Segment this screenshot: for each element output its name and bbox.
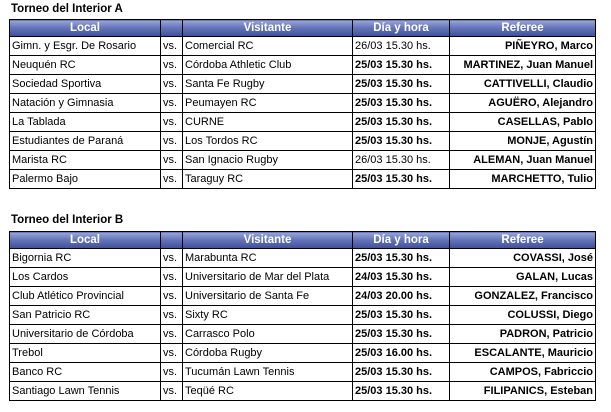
date-time-cell: 25/03 15.30 hs. bbox=[353, 132, 450, 151]
column-header-vs bbox=[161, 232, 183, 249]
vs-cell: vs. bbox=[161, 249, 183, 268]
date-time-cell: 25/03 15.30 hs. bbox=[353, 75, 450, 94]
local-team-cell: Bigornia RC bbox=[10, 249, 161, 268]
local-team-cell: Universitario de Córdoba bbox=[10, 325, 161, 344]
date-time-cell: 24/03 20.00 hs. bbox=[353, 287, 450, 306]
column-header-fecha: Día y hora bbox=[353, 20, 450, 37]
table-row bbox=[10, 132, 596, 151]
torneo-a-table bbox=[9, 19, 596, 189]
torneo-b-header-row bbox=[10, 232, 596, 249]
local-team-cell: Palermo Bajo bbox=[10, 170, 161, 189]
visiting-team-cell: Comercial RC bbox=[183, 37, 353, 56]
referee-cell: FILIPANICS, Esteban bbox=[450, 382, 596, 401]
column-header-visitante: Visitante bbox=[183, 20, 353, 37]
vs-cell: vs. bbox=[161, 113, 183, 132]
referee-cell: COLUSSI, Diego bbox=[450, 306, 596, 325]
vs-cell: vs. bbox=[161, 268, 183, 287]
visiting-team-cell: Córdoba Rugby bbox=[183, 344, 353, 363]
local-team-cell: Banco RC bbox=[10, 363, 161, 382]
vs-cell: vs. bbox=[161, 132, 183, 151]
table-row bbox=[10, 363, 596, 382]
table-row bbox=[10, 56, 596, 75]
table-row bbox=[10, 37, 596, 56]
local-team-cell: Trebol bbox=[10, 344, 161, 363]
visiting-team-cell: Los Tordos RC bbox=[183, 132, 353, 151]
visiting-team-cell: CURNE bbox=[183, 113, 353, 132]
local-team-cell: Sociedad Sportiva bbox=[10, 75, 161, 94]
torneo-b-body bbox=[10, 249, 596, 401]
date-time-cell: 25/03 15.30 hs. bbox=[353, 94, 450, 113]
local-team-cell: San Patricio RC bbox=[10, 306, 161, 325]
table-row bbox=[10, 249, 596, 268]
torneo-a-title: Torneo del Interior A bbox=[11, 3, 123, 15]
column-header-referee: Referee bbox=[450, 232, 596, 249]
date-time-cell: 26/03 15.30 hs. bbox=[353, 151, 450, 170]
vs-cell: vs. bbox=[161, 306, 183, 325]
date-time-cell: 25/03 15.30 hs. bbox=[353, 56, 450, 75]
local-team-cell: La Tablada bbox=[10, 113, 161, 132]
vs-cell: vs. bbox=[161, 75, 183, 94]
vs-cell: vs. bbox=[161, 151, 183, 170]
referee-cell: COVASSI, José bbox=[450, 249, 596, 268]
column-header-local: Local bbox=[10, 232, 161, 249]
vs-cell: vs. bbox=[161, 344, 183, 363]
referee-cell: PADRON, Patricio bbox=[450, 325, 596, 344]
vs-cell: vs. bbox=[161, 56, 183, 75]
date-time-cell: 25/03 15.30 hs. bbox=[353, 113, 450, 132]
visiting-team-cell: Tucumán Lawn Tennis bbox=[183, 363, 353, 382]
table-row bbox=[10, 75, 596, 94]
table-row bbox=[10, 325, 596, 344]
referee-cell: GONZALEZ, Francisco bbox=[450, 287, 596, 306]
table-row bbox=[10, 151, 596, 170]
vs-cell: vs. bbox=[161, 382, 183, 401]
referee-cell: GALAN, Lucas bbox=[450, 268, 596, 287]
visiting-team-cell: Universitario de Mar del Plata bbox=[183, 268, 353, 287]
date-time-cell: 25/03 15.30 hs. bbox=[353, 249, 450, 268]
vs-cell: vs. bbox=[161, 94, 183, 113]
column-header-referee: Referee bbox=[450, 20, 596, 37]
torneo-b-title: Torneo del Interior B bbox=[11, 214, 124, 226]
table-row bbox=[10, 170, 596, 189]
vs-cell: vs. bbox=[161, 363, 183, 382]
vs-cell: vs. bbox=[161, 37, 183, 56]
table-row bbox=[10, 287, 596, 306]
table-row bbox=[10, 344, 596, 363]
column-header-local: Local bbox=[10, 20, 161, 37]
local-team-cell: Santiago Lawn Tennis bbox=[10, 382, 161, 401]
referee-cell: ALEMAN, Juan Manuel bbox=[450, 151, 596, 170]
visiting-team-cell: Córdoba Athletic Club bbox=[183, 56, 353, 75]
referee-cell: CATTIVELLI, Claudio bbox=[450, 75, 596, 94]
visiting-team-cell: Peumayen RC bbox=[183, 94, 353, 113]
visiting-team-cell: Carrasco Polo bbox=[183, 325, 353, 344]
local-team-cell: Club Atlético Provincial bbox=[10, 287, 161, 306]
column-header-fecha: Día y hora bbox=[353, 232, 450, 249]
column-header-visitante: Visitante bbox=[183, 232, 353, 249]
date-time-cell: 25/03 15.30 hs. bbox=[353, 363, 450, 382]
local-team-cell: Natación y Gimnasia bbox=[10, 94, 161, 113]
torneo-b-table bbox=[9, 231, 596, 401]
column-header-vs bbox=[161, 20, 183, 37]
date-time-cell: 26/03 15.30 hs. bbox=[353, 37, 450, 56]
torneo-a-header-row bbox=[10, 20, 596, 37]
referee-cell: MONJE, Agustín bbox=[450, 132, 596, 151]
table-row bbox=[10, 306, 596, 325]
date-time-cell: 25/03 15.30 hs. bbox=[353, 325, 450, 344]
referee-cell: CASELLAS, Pablo bbox=[450, 113, 596, 132]
visiting-team-cell: Taraguy RC bbox=[183, 170, 353, 189]
local-team-cell: Estudiantes de Paraná bbox=[10, 132, 161, 151]
visiting-team-cell: Universitario de Santa Fe bbox=[183, 287, 353, 306]
local-team-cell: Neuquén RC bbox=[10, 56, 161, 75]
referee-cell: MARCHETTO, Tulio bbox=[450, 170, 596, 189]
table-row bbox=[10, 94, 596, 113]
table-row bbox=[10, 382, 596, 401]
visiting-team-cell: Sixty RC bbox=[183, 306, 353, 325]
date-time-cell: 25/03 15.30 hs. bbox=[353, 170, 450, 189]
visiting-team-cell: Teqüé RC bbox=[183, 382, 353, 401]
referee-cell: CAMPOS, Fabriccio bbox=[450, 363, 596, 382]
vs-cell: vs. bbox=[161, 287, 183, 306]
visiting-team-cell: San Ignacio Rugby bbox=[183, 151, 353, 170]
vs-cell: vs. bbox=[161, 325, 183, 344]
referee-cell: AGUËRO, Alejandro bbox=[450, 94, 596, 113]
local-team-cell: Los Cardos bbox=[10, 268, 161, 287]
table-row bbox=[10, 113, 596, 132]
referee-cell: ESCALANTE, Mauricio bbox=[450, 344, 596, 363]
date-time-cell: 24/03 15.30 hs. bbox=[353, 268, 450, 287]
date-time-cell: 25/03 15.30 hs. bbox=[353, 382, 450, 401]
local-team-cell: Gimn. y Esgr. De Rosario bbox=[10, 37, 161, 56]
local-team-cell: Marista RC bbox=[10, 151, 161, 170]
visiting-team-cell: Marabunta RC bbox=[183, 249, 353, 268]
date-time-cell: 25/03 16.00 hs. bbox=[353, 344, 450, 363]
visiting-team-cell: Santa Fe Rugby bbox=[183, 75, 353, 94]
table-row bbox=[10, 268, 596, 287]
referee-cell: PIÑEYRO, Marco bbox=[450, 37, 596, 56]
torneo-a-body bbox=[10, 37, 596, 189]
date-time-cell: 25/03 15.30 hs. bbox=[353, 306, 450, 325]
vs-cell: vs. bbox=[161, 170, 183, 189]
referee-cell: MARTINEZ, Juan Manuel bbox=[450, 56, 596, 75]
